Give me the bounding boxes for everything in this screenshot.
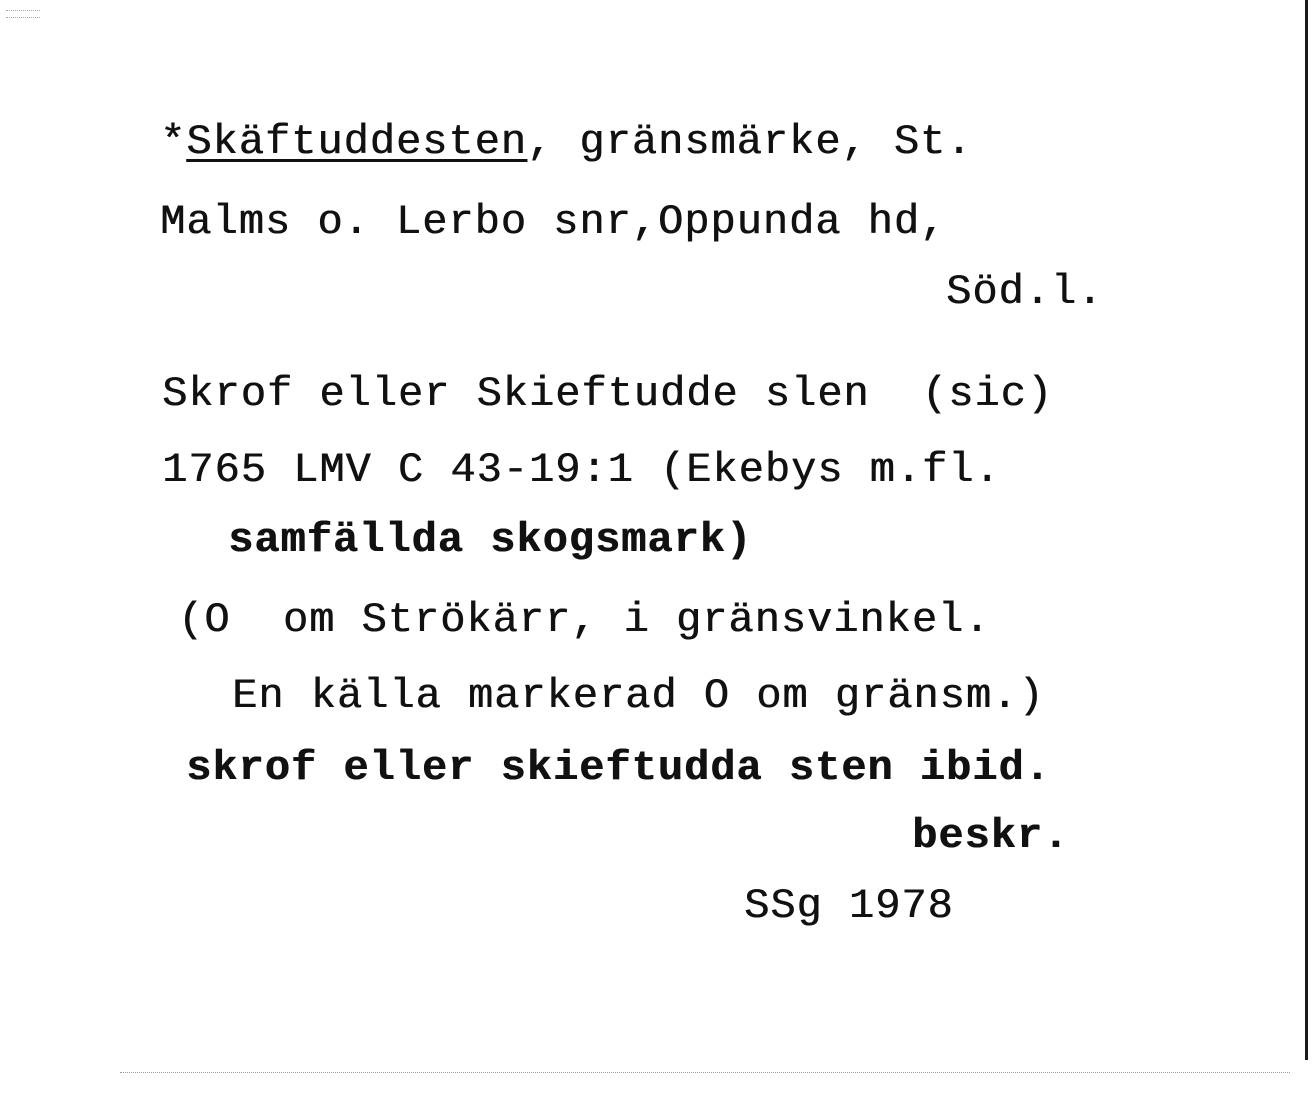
bottom-scan-dots xyxy=(120,1072,1290,1073)
card-line-7: (O om Strökärr, i gränsvinkel. xyxy=(178,596,991,644)
card-line-10: beskr. xyxy=(912,812,1070,860)
card-line-6: samfällda skogsmark) xyxy=(228,516,753,564)
card-line-3: Söd.l. xyxy=(946,268,1104,316)
card-line-5: 1765 LMV C 43-19:1 (Ekebys m.fl. xyxy=(162,446,1001,494)
signature: SSg 1978 xyxy=(744,882,954,930)
corner-mark xyxy=(6,10,40,18)
card-line-8: En källa markerad O om gränsm.) xyxy=(232,672,1045,720)
card-line-9: skrof eller skieftudda sten ibid. xyxy=(186,744,1051,792)
card-line-1 xyxy=(160,118,972,166)
card-line-4: Skrof eller Skieftudde slen (sic) xyxy=(162,370,1053,418)
card-line-2: Malms o. Lerbo snr,Oppunda hd, xyxy=(160,198,947,246)
card-edge-line xyxy=(1305,0,1308,1060)
headword-description: , gränsmärke, St. xyxy=(526,118,973,166)
headword: Skäftuddesten xyxy=(186,118,527,166)
headword-asterisk: * xyxy=(160,118,187,166)
